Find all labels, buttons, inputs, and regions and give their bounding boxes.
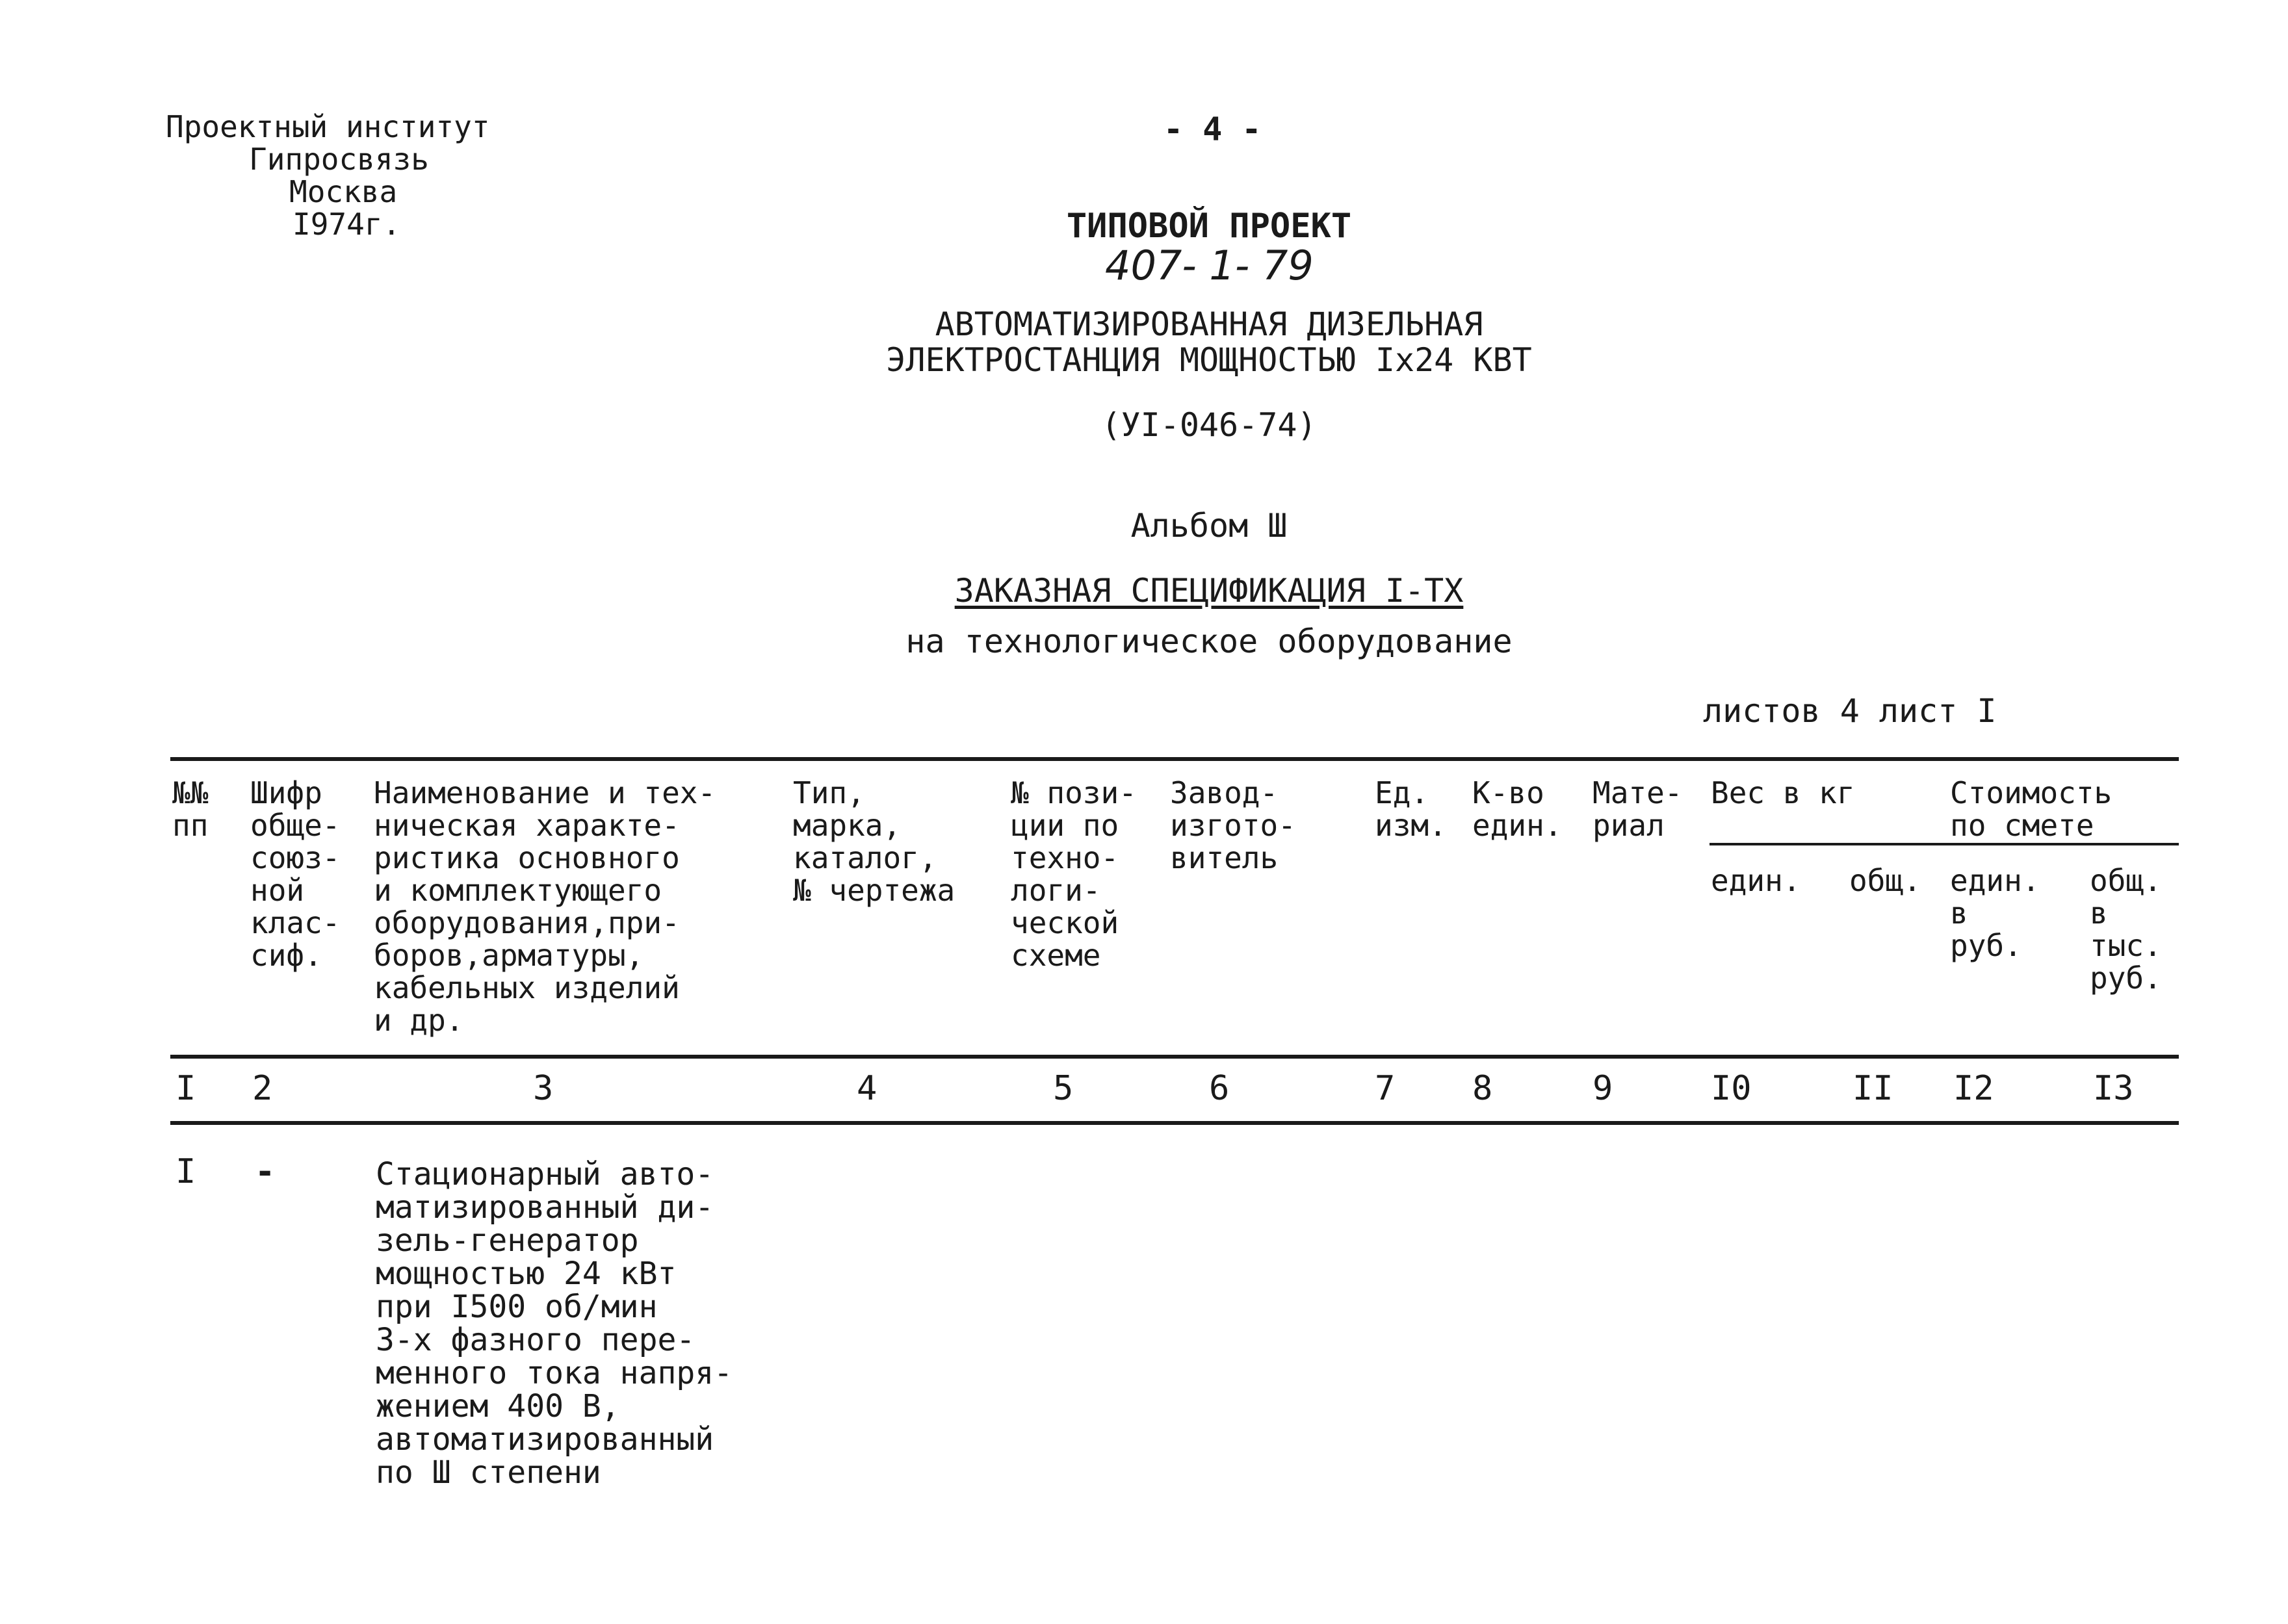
header-col-1: №№ пп (172, 775, 209, 843)
institute-city: Москва (289, 174, 398, 209)
institute-block (166, 110, 490, 240)
table-top-rule (170, 757, 2179, 761)
colnum-12: I2 (1953, 1069, 1994, 1108)
header-weight-group: Вес в кг (1711, 775, 1855, 810)
colnum-4: 4 (857, 1069, 878, 1108)
colnum-9: 9 (1592, 1069, 1613, 1108)
row-name: Стационарный авто- матизированный ди- зель-генератор мощностью 24 кВт при I500 об/мин 3-х фазного пере- менного тока напря- жением 400 В, автоматизированный по Ш степени (376, 1156, 733, 1491)
header-col-9: Мате- риал (1592, 775, 1683, 843)
colnum-2: 2 (252, 1069, 273, 1108)
header-col-10: един. (1711, 863, 1801, 898)
colnum-8: 8 (1472, 1069, 1493, 1108)
document-code: (УI-046-74) (1101, 406, 1317, 444)
sheet-count: листов 4 лист I (1703, 692, 1997, 730)
header-cost-group: Стоимость по смете (1950, 775, 2112, 843)
project-type: ТИПОВОЙ ПРОЕКТ (1066, 207, 1352, 246)
album-label: Альбом Ш (1130, 507, 1288, 545)
colnum-13: I3 (2093, 1069, 2134, 1108)
institute-org: Гипросвязь (249, 142, 429, 177)
row-code: - (255, 1152, 276, 1191)
institute-name: Проектный институт (166, 109, 490, 144)
colnum-1: I (176, 1069, 196, 1108)
colnum-7: 7 (1375, 1069, 1396, 1108)
header-col-2: Шифр обще- союз- ной клас- сиф. (250, 775, 341, 973)
project-code: 407- 1- 79 (1105, 242, 1314, 289)
header-col-13: общ. в тыс. руб. (2090, 863, 2162, 996)
header-col-12: един. в руб. (1950, 863, 2040, 963)
colnum-5: 5 (1053, 1069, 1074, 1108)
header-col-4: Тип, марка, каталог, № чертежа (793, 775, 956, 908)
header-col-7: Ед. изм. (1375, 775, 1447, 843)
header-col-5: № пози- ции по техно- логи- ческой схеме (1011, 775, 1137, 973)
header-col-6: Завод- изгото- витель (1170, 775, 1296, 875)
header-col-8: К-во един. (1472, 775, 1563, 843)
header-bottom-rule (170, 1055, 2179, 1059)
title-line-2: ЭЛЕКТРОСТАНЦИЯ МОЩНОСТЬЮ Iх24 КВТ (886, 341, 1532, 379)
page-number: - 4 - (1164, 110, 1262, 148)
colnum-6: 6 (1209, 1069, 1230, 1108)
header-col-11: общ. (1849, 863, 1921, 898)
row-number: I (176, 1152, 196, 1191)
title-line-1: АВТОМАТИЗИРОВАННАЯ ДИЗЕЛЬНАЯ (935, 305, 1483, 343)
colnum-3: 3 (533, 1069, 554, 1108)
spec-title: ЗАКАЗНАЯ СПЕЦИФИКАЦИЯ I-ТХ (954, 572, 1464, 610)
institute-year: I974г. (292, 207, 401, 242)
header-col-3: Наименование и тех- ническая характе- ристика основного и комплектующего оборудования,при- боров,арматуры, кабельных изделий и др. (374, 775, 716, 1038)
colnum-11: II (1852, 1069, 1893, 1108)
numbers-bottom-rule (170, 1121, 2179, 1125)
spec-subtitle: на технологическое оборудование (905, 623, 1513, 660)
weight-subheader-rule (1710, 843, 2179, 845)
colnum-10: I0 (1711, 1069, 1752, 1108)
